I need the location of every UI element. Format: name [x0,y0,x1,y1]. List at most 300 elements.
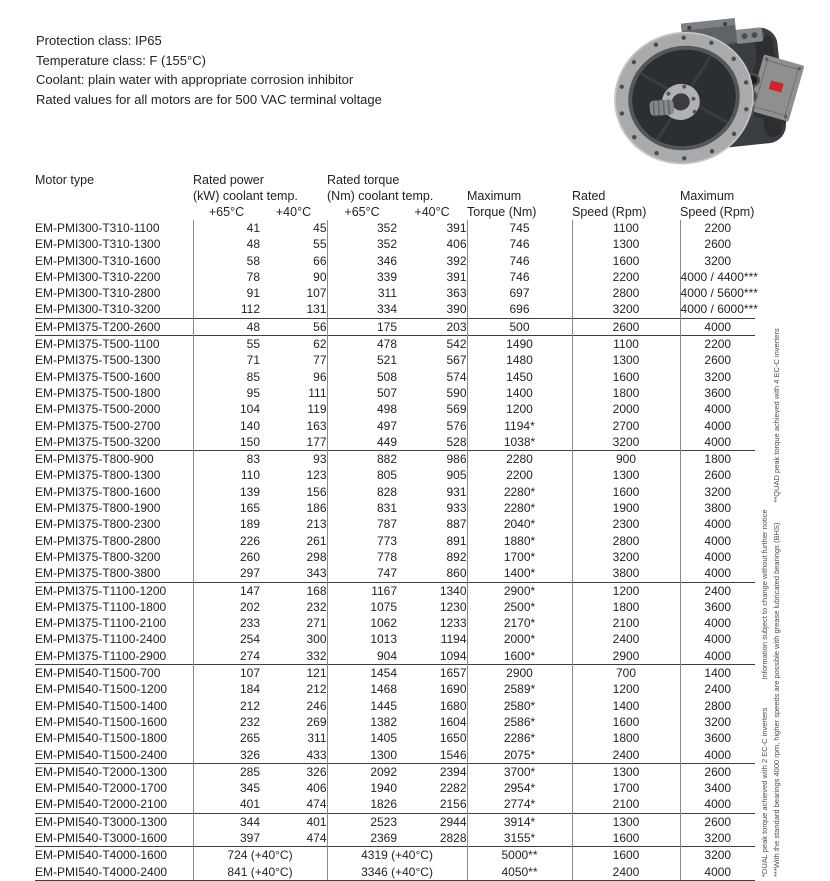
value-cell: 41 [246,221,260,235]
value-cell: 1490 [467,336,572,353]
value-cell: 1300 [572,467,680,483]
value-cell: 203 [397,318,467,335]
value-cell: 332 [260,648,327,665]
header-motor-type-label: Motor type [35,173,95,187]
table-row [35,401,755,417]
motor-type-cell: EM-PMI375-T1100-2900 [35,648,193,665]
table-row [35,336,755,353]
value-cell: 4319 (+40°C) [327,847,467,864]
value-cell: 297 [239,566,260,581]
value-cell: 2300 [572,516,680,532]
value-cell: 542 [397,336,467,353]
value-cell: 150 [239,434,260,449]
value-cell: 1200 [572,582,680,599]
value-cell: 119 [260,401,327,417]
value-cell: 300 [260,631,327,647]
value-cell: 2040* [467,516,572,532]
value-cell: 507 [376,385,398,400]
value-cell: 4000 / 6000*** [680,302,758,317]
value-cell: 860 [397,565,467,582]
value-cell: 508 [376,369,398,384]
value-cell: 83 [193,451,260,468]
motor-type-cell: EM-PMI300-T310-2800 [35,285,193,301]
value-cell: 77 [260,352,327,368]
motor-type-cell: EM-PMI540-T4000-2400 [35,864,193,881]
value-cell: 254 [239,632,260,647]
rated-speed-label-2: Speed (Rpm) [572,205,647,219]
value-cell: 891 [397,533,467,549]
motor-type-cell: EM-PMI375-T800-2300 [35,516,193,532]
value-cell: 2954* [467,780,572,796]
value-cell: 1300 [370,747,398,762]
table-row [35,369,755,385]
value-cell: 478 [327,336,397,353]
footnote-bearings-quad [772,328,781,877]
value-cell: 746 [467,269,572,285]
value-cell: 1657 [397,665,467,682]
value-cell: 900 [572,451,680,468]
table-row [35,780,755,796]
value-cell: 1600 [572,253,680,269]
value-cell: 1690 [397,681,467,697]
value-cell: 2280* [467,484,572,500]
value-cell: 449 [376,434,398,449]
value-cell: 2100 [572,615,680,631]
value-cell: 4000 [704,418,732,433]
motor-type-cell: EM-PMI375-T1100-1800 [35,599,193,615]
value-cell: 271 [260,615,327,631]
value-cell: 2900* [467,582,572,599]
value-cell: 2286* [467,730,572,746]
value-cell: 311 [377,286,398,301]
value-cell: 147 [193,582,260,599]
value-cell: 326 [260,763,327,780]
value-cell: 212 [239,698,260,713]
motor-type-cell: EM-PMI540-T1500-1800 [35,730,193,746]
motor-type-cell: EM-PMI540-T3000-1300 [35,813,193,830]
value-cell: 346 [376,253,398,268]
value-cell: 3200 [704,253,732,268]
value-cell: 1100 [572,336,680,353]
value-cell: 1194* [467,418,572,434]
value-cell: 2400 [680,582,755,599]
value-cell: 2000 [572,401,680,417]
motor-type-cell: EM-PMI540-T2000-2100 [35,796,193,813]
value-cell: 1454 [327,665,397,682]
motor-spec-table [35,172,758,881]
value-cell: 85 [246,369,260,384]
table-row [35,549,755,565]
value-cell: 2774* [467,796,572,813]
value-cell: 140 [239,418,260,433]
value-cell: 4050** [467,864,572,881]
value-cell: 1300 [572,763,680,780]
value-cell: 4000 [704,616,732,631]
value-cell: 3200 [704,484,732,499]
motor-type-cell: EM-PMI300-T310-3200 [35,301,193,318]
value-cell: 334 [376,302,398,317]
value-cell: 1800 [572,599,680,615]
value-cell: 401 [260,813,327,830]
value-cell: 2800 [572,533,680,549]
motor-type-cell: EM-PMI300-T310-1100 [35,220,193,236]
value-cell: 177 [260,434,327,451]
value-cell: 931 [397,484,467,500]
value-cell: 1800 [572,385,680,401]
value-cell: 66 [260,253,327,269]
footnote-quad-text: **QUAD peak torque achieved with 4 EC-C inverters [772,328,781,503]
motor-type-cell: EM-PMI375-T1100-2400 [35,631,193,647]
value-cell: 2100 [572,796,680,813]
value-cell: 2400 [704,682,732,697]
table-row [35,864,755,881]
value-cell: 2280* [467,500,572,516]
motor-type-cell: EM-PMI375-T500-2000 [35,401,193,417]
motor-type-cell: EM-PMI375-T1100-2100 [35,615,193,631]
motor-type-cell: EM-PMI375-T800-1300 [35,467,193,483]
value-cell: 3200 [704,714,732,729]
motor-type-cell: EM-PMI540-T1500-1400 [35,698,193,714]
footnote-dual-text: *DUAL peak torque achieved with 2 EC-C inverters [760,707,769,877]
table-row [35,516,755,532]
motor-type-cell: EM-PMI375-T500-1100 [35,336,193,353]
motor-type-cell: EM-PMI540-T2000-1700 [35,780,193,796]
value-cell: 2394 [397,763,467,780]
value-cell: 700 [572,665,680,682]
max-torque-label-1: Maximum [467,189,522,203]
table-body [35,220,758,880]
value-cell: 4000 [704,566,732,581]
value-cell: 747 [376,566,398,581]
table-row [35,599,755,615]
value-cell: 2700 [572,418,680,434]
table-row [35,813,755,830]
value-cell: 3200 [704,369,732,384]
value-cell: 2170* [467,615,572,631]
value-cell: 2075* [467,747,572,764]
value-cell: 4000 [704,632,732,647]
value-cell: 1400 [572,698,680,714]
value-cell: 392 [397,253,467,269]
motor-type-cell: EM-PMI540-T2000-1300 [35,763,193,780]
value-cell: 1900 [572,500,680,516]
table-row [35,467,755,483]
table-row [35,763,755,780]
value-cell: 2200 [467,467,572,483]
table-row [35,253,755,269]
value-cell: 91 [246,286,260,301]
value-cell: 298 [260,549,327,565]
power-coolant-label: (kW) coolant temp. [193,189,298,203]
value-cell: 787 [376,517,398,532]
value-cell: 139 [239,484,260,499]
motor-type-cell: EM-PMI375-T800-1600 [35,484,193,500]
value-cell: 401 [239,797,260,812]
value-cell: 433 [260,747,327,764]
value-cell: 4000 [704,533,732,548]
value-cell: 2586* [467,714,572,730]
value-cell: 3800 [704,501,732,516]
value-cell: 3600 [704,385,732,400]
rated-values-line: Rated values for all motors are for 500 VAC terminal voltage [36,91,382,107]
footnote-dual-change [760,509,769,877]
value-cell: 62 [260,336,327,353]
value-cell: 1880* [467,533,572,549]
value-cell: 1546 [397,747,467,764]
table-row [35,352,755,368]
motor-type-cell: EM-PMI540-T1500-700 [35,665,193,682]
max-speed-label-1: Maximum [680,189,735,203]
value-cell: 2400 [572,631,680,647]
value-cell: 233 [239,616,260,631]
value-cell: 274 [239,648,260,663]
value-cell: 391 [397,269,467,285]
table-row [35,285,755,301]
value-cell: 1167 [327,582,397,599]
value-cell: 1400* [467,565,572,582]
value-cell: 107 [260,285,327,301]
torque-temp-40-label: +40°C [414,205,450,219]
value-cell: 93 [260,451,327,468]
motor-image [600,10,812,168]
table-row [35,747,755,764]
value-cell: 778 [376,549,398,564]
table-row [35,830,755,847]
value-cell: 2282 [397,780,467,796]
value-cell: 1600 [572,847,680,864]
motor-type-cell: EM-PMI540-T1500-2400 [35,747,193,764]
value-cell: 576 [397,418,467,434]
value-cell: 5000** [467,847,572,864]
coolant-line: Coolant: plain water with appropriate corrosion inhibitor [36,72,354,87]
value-cell: 2944 [397,813,467,830]
value-cell: 4000 [704,402,732,417]
motor-type-cell: EM-PMI300-T310-2200 [35,269,193,285]
table-row [35,451,755,468]
value-cell: 4000 [704,517,732,532]
torque-coolant-label: (Nm) coolant temp. [327,189,434,203]
value-cell: 2092 [327,763,397,780]
value-cell: 528 [397,434,467,451]
value-cell: 2900 [572,648,680,665]
value-cell: 48 [193,318,260,335]
rated-torque-label: Rated torque [327,173,400,187]
value-cell: 1650 [397,730,467,746]
value-cell: 2280 [467,451,572,468]
value-cell: 96 [260,369,327,385]
value-cell: 2369 [370,830,398,845]
value-cell: 343 [260,565,327,582]
table-row [35,484,755,500]
motor-type-cell: EM-PMI375-T500-3200 [35,434,193,451]
power-temp-40-label: +40°C [275,205,312,219]
value-cell: 1340 [397,582,467,599]
motor-type-cell: EM-PMI375-T800-900 [35,451,193,468]
value-cell: 168 [260,582,327,599]
value-cell: 2800 [704,698,732,713]
value-cell: 500 [467,318,572,335]
value-cell: 121 [260,665,327,682]
value-cell: 202 [239,599,260,614]
value-cell: 1400 [680,665,755,682]
value-cell: 2828 [397,830,467,847]
value-cell: 4000 / 4400*** [680,269,758,284]
value-cell: 269 [260,714,327,730]
value-cell: 3155* [467,830,572,847]
value-cell: 339 [376,269,398,284]
value-cell: 574 [397,369,467,385]
value-cell: 3200 [704,830,732,845]
value-cell: 344 [193,813,260,830]
value-cell: 352 [376,221,398,235]
value-cell: 4000 / 5600*** [680,286,758,301]
value-cell: 2156 [397,796,467,813]
motor-type-cell: EM-PMI300-T310-1300 [35,236,193,252]
value-cell: 363 [397,285,467,301]
torque-temp-65-label: +65°C [344,205,380,219]
motor-info-block [36,31,382,109]
table-row [35,582,755,599]
value-cell: 2600 [704,237,732,252]
power-temp-65-label: +65°C [208,205,245,219]
value-cell: 285 [193,763,260,780]
value-cell: 4000 [680,864,755,881]
value-cell: 497 [376,418,398,433]
value-cell: 55 [193,336,260,353]
max-torque-label-2: Torque (Nm) [467,205,537,219]
value-cell: 2600 [572,318,680,335]
motor-type-cell: EM-PMI375-T500-1600 [35,369,193,385]
table-row [35,318,755,335]
value-cell: 2589* [467,681,572,697]
value-cell: 1468 [370,682,398,697]
header-max-speed [680,172,755,220]
value-cell: 352 [376,237,398,252]
value-cell: 1094 [397,648,467,665]
table-row [35,500,755,516]
value-cell: 184 [239,682,260,697]
value-cell: 2200 [572,269,680,285]
value-cell: 4000 [704,747,732,762]
value-cell: 2200 [680,336,755,353]
value-cell: 1940 [370,781,398,796]
header-rated-speed [572,172,680,220]
value-cell: 1194 [397,631,467,647]
value-cell: 2500* [467,599,572,615]
value-cell: 1450 [467,369,572,385]
table-row [35,796,755,813]
value-cell: 1100 [572,220,680,236]
value-cell: 226 [239,533,260,548]
value-cell: 406 [260,780,327,796]
value-cell: 1200 [572,681,680,697]
value-cell: 78 [246,269,260,284]
value-cell: 1013 [370,632,398,647]
value-cell: 1200 [467,401,572,417]
value-cell: 1600 [572,484,680,500]
header-motor-type [35,172,193,220]
motor-type-cell: EM-PMI375-T800-3200 [35,549,193,565]
value-cell: 1405 [370,731,398,746]
motor-type-cell: EM-PMI375-T800-2800 [35,533,193,549]
motor-type-cell: EM-PMI375-T500-1800 [35,385,193,401]
motor-type-cell: EM-PMI540-T4000-1600 [35,847,193,864]
value-cell: 1600 [572,714,680,730]
value-cell: 1480 [467,352,572,368]
value-cell: 1382 [370,714,398,729]
value-cell: 474 [260,796,327,813]
value-cell: 3200 [572,434,680,451]
value-cell: 1300 [572,236,680,252]
value-cell: 746 [467,236,572,252]
value-cell: 2600 [680,813,755,830]
value-cell: 1800 [680,451,755,468]
header-max-torque [467,172,572,220]
value-cell: 131 [260,301,327,318]
value-cell: 213 [260,516,327,532]
header-rated-power [193,172,327,220]
value-cell: 696 [467,301,572,318]
table-row [35,847,755,864]
value-cell: 2600 [704,353,732,368]
value-cell: 48 [246,237,260,252]
value-cell: 175 [327,318,397,335]
value-cell: 805 [376,468,398,483]
value-cell: 265 [239,731,260,746]
table-row [35,714,755,730]
table-row [35,665,755,682]
value-cell: 724 (+40°C) [193,847,327,864]
value-cell: 345 [239,781,260,796]
max-speed-label-2: Speed (Rpm) [680,205,755,219]
value-cell: 1800 [572,730,680,746]
value-cell: 163 [260,418,327,434]
value-cell: 55 [260,236,327,252]
table-row [35,631,755,647]
value-cell: 156 [260,484,327,500]
value-cell: 261 [260,533,327,549]
motor-photo [600,10,812,168]
table-row [35,434,755,451]
table-row [35,269,755,285]
motor-type-cell: EM-PMI375-T500-1300 [35,352,193,368]
rated-power-label: Rated power [193,173,264,187]
table-row [35,698,755,714]
value-cell: 56 [260,318,327,335]
motor-type-cell: EM-PMI540-T3000-1600 [35,830,193,847]
value-cell: 107 [193,665,260,682]
value-cell: 246 [260,698,327,714]
motor-type-cell: EM-PMI375-T1100-1200 [35,582,193,599]
value-cell: 1826 [370,797,398,812]
temperature-class-line: Temperature class: F (155°C) [36,52,206,68]
value-cell: 3600 [704,599,732,614]
value-cell: 4000 [704,648,732,663]
value-cell: 112 [240,302,260,317]
motor-type-cell: EM-PMI300-T310-1600 [35,253,193,269]
table-row [35,301,755,318]
value-cell: 390 [397,301,467,318]
value-cell: 58 [246,253,260,268]
value-cell: 397 [239,830,260,845]
header-rated-torque [327,172,467,220]
value-cell: 3200 [680,847,755,864]
value-cell: 2580* [467,698,572,714]
value-cell: 569 [397,401,467,417]
value-cell: 882 [327,451,397,468]
value-cell: 123 [260,467,327,483]
value-cell: 1700* [467,549,572,565]
